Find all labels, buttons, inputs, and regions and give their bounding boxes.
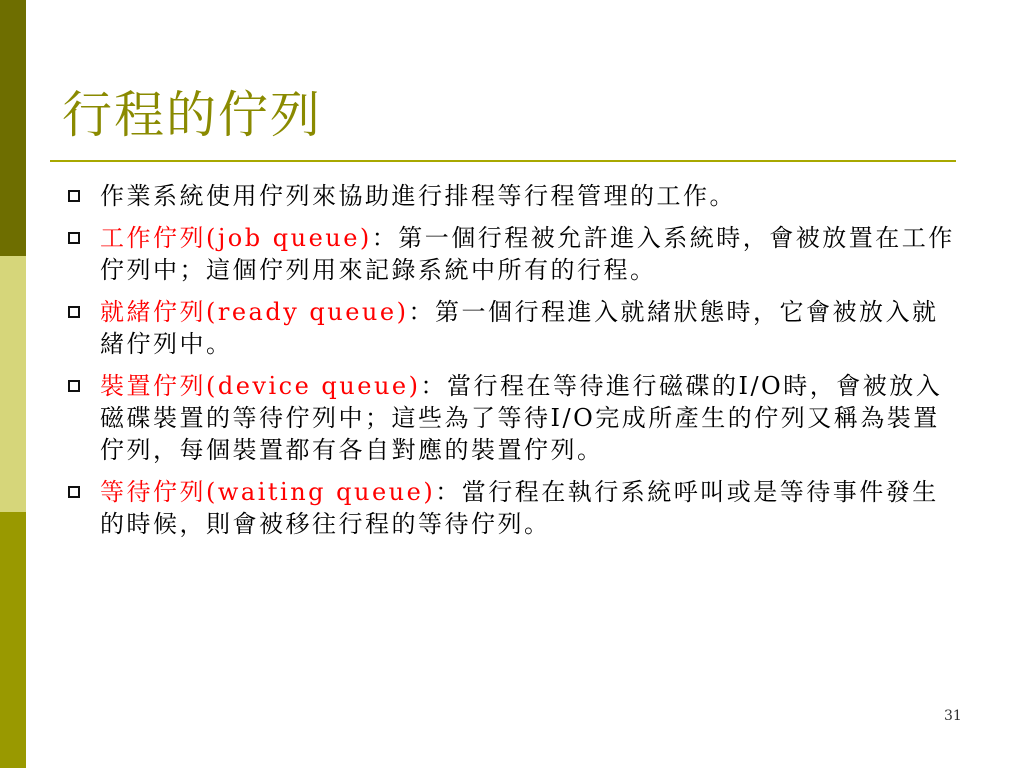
bullet-term: 就緒佇列(ready queue) [100,298,409,326]
bullet-text-block [100,180,960,212]
bullet-text: ：第一個行程進入就緒狀態時，它會被放入就緒佇列中。 [100,298,939,358]
bullet-term: 等待佇列(waiting queue) [100,478,436,506]
slide-title: 行程的佇列 [62,86,322,144]
square-bullet-icon [68,190,80,202]
page-number: 31 [944,708,962,724]
bullet-text: ：第一個行程被允許進入系統時，會被放置在工作佇列中；這個佇列用來記錄系統中所有的行程。 [100,224,955,284]
bullet-text-block [100,222,960,286]
sidebar-band-mid [0,512,26,768]
bullet-text-block [100,296,960,360]
list-item [0,296,1024,360]
bullet-list [0,180,1024,550]
list-item [0,370,1024,466]
list-item [0,222,1024,286]
bullet-text: ：當行程在等待進行磁碟的I/O時，會被放入磁碟裝置的等待佇列中；這些為了等待I/O完成所產生的佇列又稱為裝置佇列，每個裝置都有各自對應的裝置佇列。 [100,372,943,464]
list-item [0,180,1024,212]
title-divider [50,160,956,162]
square-bullet-icon [68,306,80,318]
bullet-text: 作業系統使用佇列來協助進行排程等行程管理的工作。 [100,182,736,210]
bullet-term: 裝置佇列(device queue) [100,372,421,400]
square-bullet-icon [68,486,80,498]
bullet-text-block [100,476,960,540]
bullet-text: ：當行程在執行系統呼叫或是等待事件發生的時候，則會被移往行程的等待佇列。 [100,478,939,538]
list-item [0,476,1024,540]
square-bullet-icon [68,380,80,392]
square-bullet-icon [68,232,80,244]
bullet-text-block [100,370,960,466]
bullet-term: 工作佇列(job queue) [100,224,372,252]
